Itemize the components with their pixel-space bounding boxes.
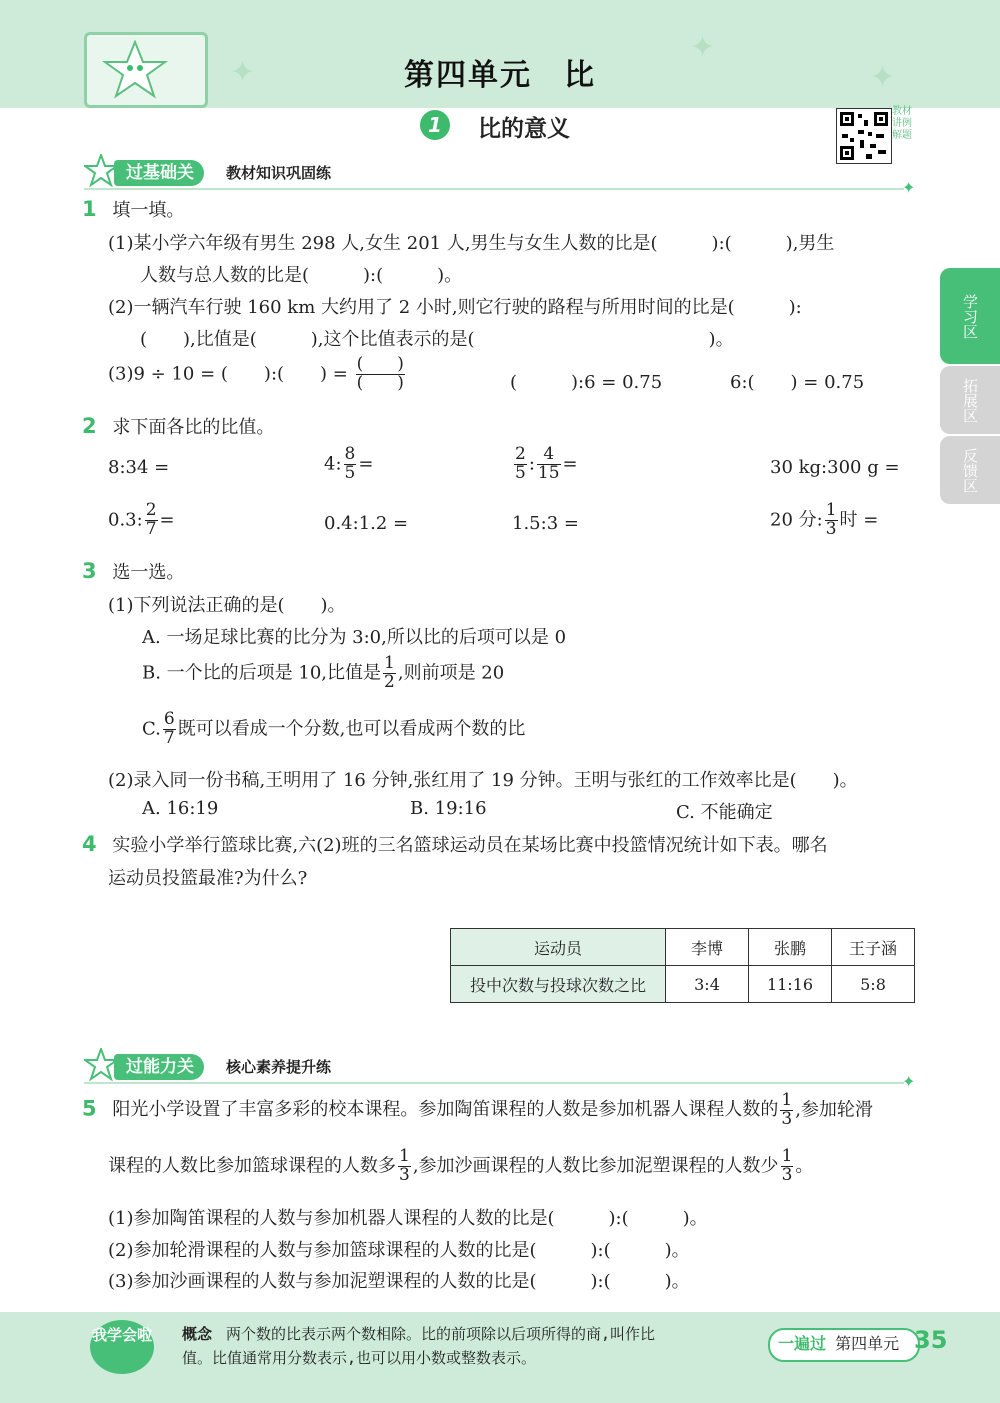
- table-cell: 5:8: [832, 966, 915, 1003]
- question-2-header: [82, 413, 274, 439]
- q2-item-c: $\frac{2}{5}$ : $\frac{4}{15}$ =: [515, 444, 578, 483]
- q3-part2: (2)录入同一份书稿,王明用了 16 分钟,张红用了 19 分钟。王明与张红的工作效率比是( )。: [108, 770, 858, 791]
- mascot-icon: [84, 1048, 118, 1082]
- q5-part3: (3)参加沙画课程的人数与参加泥塑课程的人数的比是( ):( )。: [108, 1271, 690, 1292]
- section-band-basic: [84, 160, 924, 197]
- fraction: $\frac{4}{15}$: [537, 444, 560, 483]
- q1-part3: [108, 356, 407, 393]
- q1-part3-c: 6:( ) = 0.75: [730, 372, 865, 393]
- star-icon: ✦: [902, 1072, 916, 1091]
- question-number: 2: [82, 414, 97, 438]
- question-1-header: [82, 196, 184, 222]
- star-decoration-icon: ✦: [870, 60, 896, 95]
- table-cell: 11:16: [749, 966, 832, 1003]
- side-tab-study[interactable]: 学习区: [940, 268, 1000, 364]
- question-3-header: [82, 558, 184, 584]
- divider: [84, 1082, 904, 1084]
- table-row: [451, 929, 915, 966]
- footer-unit-pill: [768, 1328, 920, 1362]
- table-cell: 3:4: [666, 966, 749, 1003]
- q1-part3-b: ( ):6 = 0.75: [510, 372, 663, 393]
- shooting-stats-table: [450, 928, 915, 1003]
- page-number: 35: [914, 1326, 948, 1354]
- q2-item-b: 4: $\frac{8}{5}$ =: [324, 444, 374, 483]
- question-title: 求下面各比的比值。: [112, 417, 275, 438]
- q2-item-h: 20 分: $\frac{1}{3}$ 时 =: [770, 500, 879, 539]
- table-cell: 张鹏: [749, 929, 832, 966]
- q3-part2-option-c: C. 不能确定: [676, 802, 773, 823]
- concept-note: [182, 1322, 762, 1370]
- fraction: $\frac{1}{2}$: [384, 653, 395, 692]
- question-number: 5: [82, 1096, 97, 1121]
- band-subtitle: 核心素养提升练: [226, 1058, 332, 1076]
- table-row: [451, 966, 915, 1003]
- q2-item-f: 0.4:1.2 =: [324, 513, 409, 534]
- footer-unit: 第四单元: [835, 1334, 900, 1353]
- side-tab-feedback[interactable]: 反馈区: [940, 436, 1000, 504]
- star-decoration-icon: ✦: [690, 30, 716, 65]
- brand-logo: 一遍过: [778, 1334, 827, 1353]
- star-icon: ✦: [902, 178, 916, 197]
- q3-part2-option-b: B. 19:16: [410, 798, 487, 819]
- concept-text-2: 值。比值通常用分数表示,也可以用小数或整数表示。: [182, 1349, 537, 1367]
- fraction: $\frac{2}{5}$: [515, 444, 526, 483]
- q3-part2-option-a: A. 16:19: [142, 798, 219, 819]
- table-header-cell: 运动员: [451, 929, 666, 966]
- q2-item-g: 1.5:3 =: [512, 513, 579, 534]
- fraction: $\frac{1}{3}$: [781, 1146, 793, 1185]
- question-5-line1: 5 阳光小学设置了丰富多彩的校本课程。参加陶笛课程的人数是参加机器人课程人数的 $\frac{1}{3}$ ,参加轮滑: [82, 1090, 873, 1129]
- q1-part1-line1: (1)某小学六年级有男生 298 人,女生 201 人,男生与女生人数的比是( ):( ),男生: [108, 233, 835, 254]
- mascot-icon: [84, 154, 118, 188]
- learned-badge: 我学会啦: [90, 1320, 154, 1374]
- q2-item-d: 30 kg:300 g =: [770, 457, 900, 478]
- q1-part2-line2: ( ),比值是( ),这个比值表示的是( )。: [140, 329, 734, 350]
- question-4: [82, 831, 828, 857]
- side-tab-extend[interactable]: 拓展区: [940, 366, 1000, 434]
- fraction: $\frac{1}{3}$: [825, 500, 837, 539]
- section-band-ability: [84, 1054, 924, 1091]
- band-title: 过基础关: [114, 160, 204, 186]
- question-title: 填一填。: [112, 200, 185, 221]
- q2-item-e: 0.3: $\frac{2}{7}$ =: [108, 500, 175, 539]
- band-subtitle: 教材知识巩固练: [226, 164, 332, 182]
- q1-part1-line2: 人数与总人数的比是( ):( )。: [140, 265, 463, 286]
- table-cell: 王子涵: [832, 929, 915, 966]
- fraction: $\frac{6}{7}$: [163, 709, 175, 748]
- table-header-cell: 投中次数与投球次数之比: [451, 966, 666, 1003]
- qr-code-icon[interactable]: [836, 108, 892, 164]
- question-4-text-2: 运动员投篮最准?为什么?: [108, 868, 308, 889]
- unit-title: 第四单元 比: [404, 58, 596, 93]
- q1-part3-text: (3)9 ÷ 10 = ( ):( ) =: [108, 363, 348, 385]
- q3-option-b: B. 一个比的后项是 10,比值是 $\frac{1}{2}$ ,则前项是 20: [142, 653, 505, 692]
- question-number: 1: [82, 197, 97, 221]
- question-title: 选一选。: [112, 562, 185, 583]
- concept-label: 概念: [182, 1325, 213, 1343]
- q5-part2: (2)参加轮滑课程的人数与参加篮球课程的人数的比是( ):( )。: [108, 1240, 690, 1261]
- section-title: 比的意义: [478, 116, 570, 142]
- q3-option-c: C. $\frac{6}{7}$ 既可以看成一个分数,也可以看成两个数的比: [142, 709, 526, 748]
- blank-fraction: $\frac{( )}{( )}$: [356, 354, 404, 393]
- fraction: $\frac{1}{3}$: [781, 1090, 793, 1129]
- band-title: 过能力关: [114, 1054, 204, 1080]
- question-number: 4: [82, 832, 97, 856]
- section-number: 1: [420, 110, 450, 140]
- question-5-line2: 课程的人数比参加篮球课程的人数多 $\frac{1}{3}$ ,参加沙画课程的人数比参加泥塑课程的人数少 $\frac{1}{3}$ 。: [108, 1146, 814, 1185]
- fraction: $\frac{1}{3}$: [399, 1146, 410, 1185]
- q3-part1: (1)下列说法正确的是( )。: [108, 595, 346, 616]
- concept-text-1: 两个数的比表示两个数相除。比的前项除以后项所得的商,叫作比: [226, 1325, 656, 1343]
- q2-item-a: 8:34 =: [108, 457, 170, 478]
- divider: [84, 188, 904, 190]
- q5-part1: (1)参加陶笛课程的人数与参加机器人课程的人数的比是( ):( )。: [108, 1208, 708, 1229]
- question-text: 实验小学举行篮球比赛,六(2)班的三名篮球运动员在某场比赛中投篮情况统计如下表。哪名: [112, 835, 828, 856]
- fraction: $\frac{8}{5}$: [344, 444, 356, 483]
- q3-option-a: A. 一场足球比赛的比分为 3:0,所以比的后项可以是 0: [142, 627, 567, 648]
- star-decoration-icon: ✦: [230, 55, 256, 90]
- question-number: 3: [82, 559, 97, 583]
- fraction: $\frac{2}{7}$: [145, 500, 157, 539]
- qr-label: 教材讲例解题: [892, 106, 912, 141]
- table-cell: 李博: [666, 929, 749, 966]
- q1-part2-line1: (2)一辆汽车行驶 160 km 大约用了 2 小时,则它行驶的路程与所用时间的比是( ):: [108, 297, 802, 318]
